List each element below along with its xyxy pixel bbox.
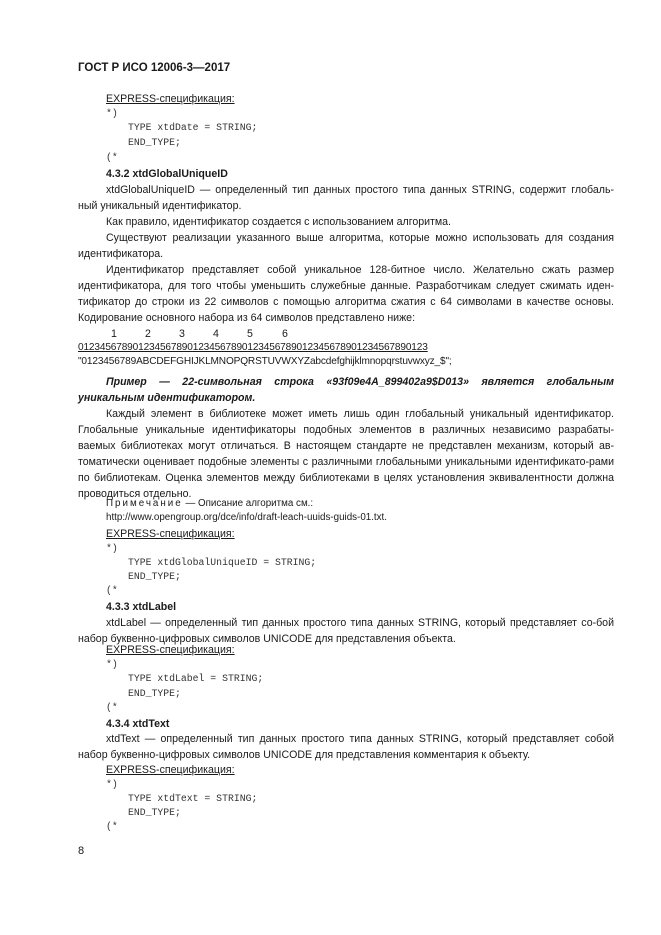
note-url: http://www.opengroup.org/dce/info/draft-leach-uuids-guids-01.txt.: [106, 512, 388, 523]
code-open: *): [106, 659, 118, 670]
code-end-type: END_TYPE;: [128, 571, 181, 582]
code-close: (*: [106, 821, 118, 832]
digit-label: 2: [145, 328, 151, 340]
section-title-4-3-2: 4.3.2 xtdGlobalUniqueID: [106, 168, 228, 180]
code-close: (*: [106, 702, 118, 713]
express-spec-label: EXPRESS-спецификация:: [106, 644, 235, 656]
digit-label: 6: [282, 328, 288, 340]
section-title-4-3-3: 4.3.3 xtdLabel: [106, 601, 177, 613]
section-4-3-2-body: [78, 182, 614, 326]
code-open: *): [106, 108, 118, 119]
code-type-line: TYPE xtdText = STRING;: [128, 793, 258, 804]
paragraph: Каждый элемент в библиотеке может иметь лишь один глобальный уникальный идентификатор. Глобальные уникальные идентификаторы подобных элементов в различных независимо разрабаты-ваемых библиотеках могут отличаться. В настоящем стандарте не представлен механизм, который ав-томатически оценивает подобные элементы с различными глобальными уникальными идентификато-рами по библиотекам. Оценка элементов между библиотеками в целях установления эквивалентности должна проводиться отдельно.: [78, 408, 614, 500]
paragraph: Идентификатор представляет собой уникальное 128-битное число. Желательно сжать размер идентификатора, для того чтобы уменьшить служебные данные. Разработчикам следует сжимать иден-тификатор до строки из 22 символов с помощью алгоритма сжатия с 64 символами в качестве основы. Кодирование основного набора из 64 символов представлено ниже:: [78, 264, 614, 324]
code-end-type: END_TYPE;: [128, 807, 181, 818]
code-end-type: END_TYPE;: [128, 688, 181, 699]
note-text: — Описание алгоритма см.:: [182, 498, 314, 509]
charset-line: "0123456789ABCDEFGHIJKLMNOPQRSTUVWXYZabcdefghijklmnopqrstuvwxyz_$";: [78, 356, 452, 367]
express-spec-label: EXPRESS-спецификация:: [106, 528, 235, 540]
document-header: ГОСТ Р ИСО 12006-3—2017: [78, 62, 231, 74]
code-type-line: TYPE xtdLabel = STRING;: [128, 673, 264, 684]
code-type-line: TYPE xtdDate = STRING;: [128, 122, 258, 133]
page-number: 8: [78, 845, 85, 857]
digit-line: 0123456789012345678901234567890123456789012345678901234567890123: [78, 342, 428, 353]
section-4-3-4-body: [78, 731, 614, 763]
digit-label: 1: [111, 328, 117, 340]
code-open: *): [106, 543, 118, 554]
section-title-4-3-4: 4.3.4 xtdText: [106, 718, 170, 730]
paragraph: Существуют реализации указанного выше алгоритма, которые можно использовать для создания идентификатора.: [78, 232, 614, 260]
express-spec-label: EXPRESS-спецификация:: [106, 93, 235, 105]
code-close: (*: [106, 585, 118, 596]
digit-label: 4: [213, 328, 219, 340]
paragraph: xtdLabel — определенный тип данных простого типа данных STRING, который представляет со-бой набор буквенно-цифровых символов UNICODE для представления объекта.: [78, 617, 614, 645]
paragraph: xtdGlobalUniqueID — определенный тип данных простого типа данных STRING, содержит глобаль-ный уникальный идентификатор.: [78, 184, 614, 212]
digit-label: 3: [179, 328, 185, 340]
digit-label: 5: [247, 328, 253, 340]
code-type-line: TYPE xtdGlobalUniqueID = STRING;: [128, 557, 317, 568]
code-open: *): [106, 779, 118, 790]
code-close: (*: [106, 152, 118, 163]
note-label: Примечание: [106, 498, 183, 509]
paragraph-block: [78, 406, 614, 502]
code-end-type: END_TYPE;: [128, 137, 181, 148]
paragraph: xtdText — определенный тип данных простого типа данных STRING, который представляет собой набор буквенно-цифровых символов UNICODE для представления комментария к объекту.: [78, 733, 614, 761]
paragraph: Как правило, идентификатор создается с использованием алгоритма.: [106, 216, 451, 228]
note: [106, 496, 313, 511]
express-spec-label: EXPRESS-спецификация:: [106, 764, 235, 776]
example-text: Пример — 22-символьная строка «93f09e4A_899402a9$D013» является глобальным уникальным идентификатором.: [78, 376, 614, 404]
